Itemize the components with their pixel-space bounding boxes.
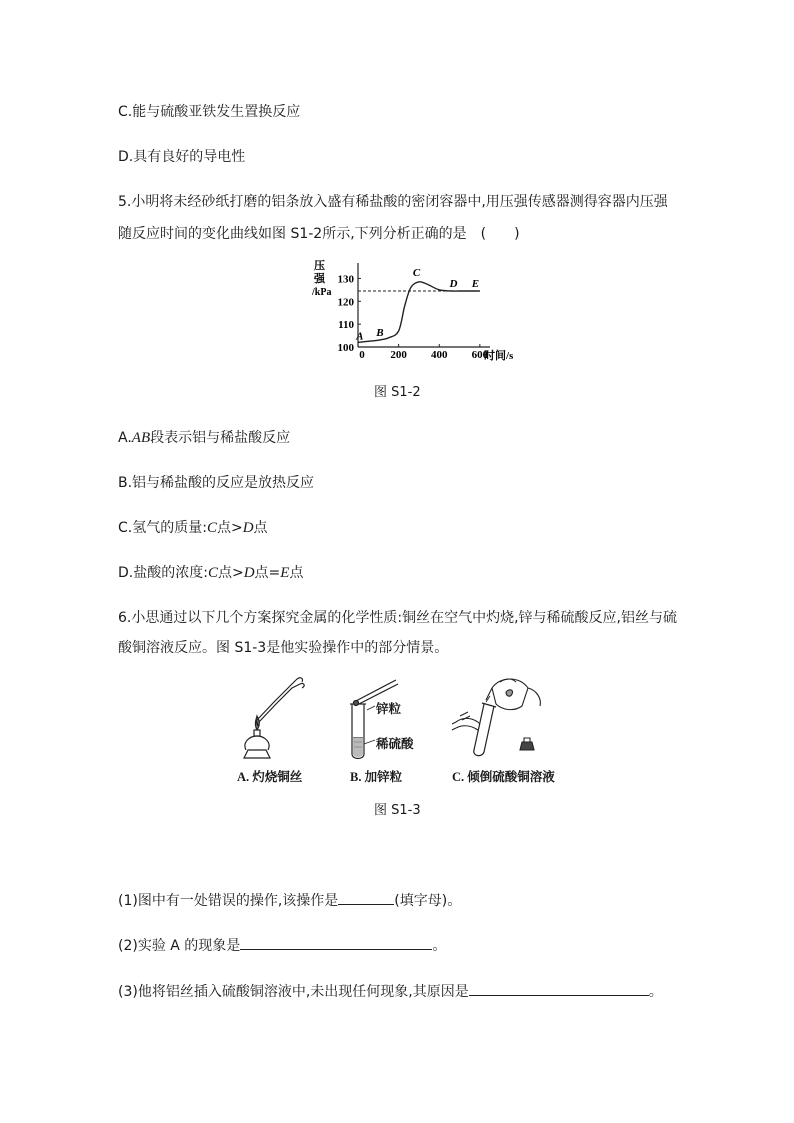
x-axis-label: 时间/s [484,350,514,362]
figure-label-b: B. 加锌粒 [350,770,403,784]
option-d-line: D.具有良好的导电性 [118,149,246,165]
figure-s1-3-caption: 图 S1-3 [374,803,421,818]
point-label-a: A [356,330,364,343]
test-tube-icon [350,704,366,759]
x-tick-label: 400 [430,349,448,361]
bottle-stopper-icon [520,738,534,750]
y-tick-label: 120 [337,296,354,309]
q5-text-line1: 5.小明将未经砂纸打磨的铝条放入盛有稀盐酸的密闭容器中,用压强传感器测得容器内压强 [118,194,668,210]
q6-part1: (1)图中有一处错误的操作,该操作是 (填字母)。 [118,889,461,911]
q5-option-c: C.氢气的质量:C点>D点 [118,520,268,536]
q6-text-line1: 6.小思通过以下几个方案探究金属的化学性质:铜丝在空气中灼烧,锌与稀硫酸反应,铝丝与硫 [118,610,677,626]
acid-leader-line [364,740,375,744]
x-tick-label: 600 [471,349,489,361]
zinc-label: 锌粒 [376,702,402,716]
q6-part3: (3)他将铝丝插入硫酸铜溶液中,未出现任何现象,其原因是 。 [118,980,663,1002]
crucible-tongs-icon [256,678,304,726]
answer-blank-3[interactable] [469,980,649,996]
figure-label-a: A. 灼烧铜丝 [237,770,303,784]
q5-option-a: A.AB段表示铝与稀盐酸反应 [118,430,291,446]
y-tick-label: 110 [338,319,354,332]
point-label-b: B [376,327,384,340]
tilted-test-tube-icon [474,696,496,756]
acid-label: 稀硫酸 [376,737,414,751]
q5-option-d: D.盐酸的浓度:C点>D点=E点 [118,565,304,581]
y-tick-label: 100 [337,342,354,354]
holding-hand-icon [452,712,480,730]
answer-blank-2[interactable] [240,934,432,950]
zinc-leader-line [367,706,375,710]
point-label-c: C [412,266,421,279]
y-axis-label-3: /kPa [312,287,332,298]
pressure-time-chart [300,255,514,370]
option-c-line: C.能与硫酸亚铁发生置换反应 [118,104,301,120]
y-tick-label: 130 [337,273,354,286]
pouring-hand-icon [486,679,540,710]
q6-part2: (2)实验 A 的现象是 。 [118,934,446,956]
y-axis-label-1: 压 [314,260,325,272]
y-axis-label-2: 强 [314,273,325,285]
point-label-d: D [449,278,458,290]
q6-text-line2: 酸铜溶液反应。图 S1-3是他实验操作中的部分情景。 [118,640,449,656]
figure-label-c: C. 倾倒硫酸铜溶液 [452,770,555,784]
q5-option-b: B.铝与稀盐酸的反应是放热反应 [118,475,315,491]
q5-text-line2: 随反应时间的变化曲线如图 S1-2所示,下列分析正确的是 ( ) [118,226,520,242]
x-tick-label-zero: 0 [359,349,365,361]
answer-blank-1[interactable] [338,889,394,905]
point-label-e: E [471,278,480,290]
x-tick-label: 200 [390,349,407,361]
figure-s1-2-caption: 图 S1-2 [374,385,421,400]
